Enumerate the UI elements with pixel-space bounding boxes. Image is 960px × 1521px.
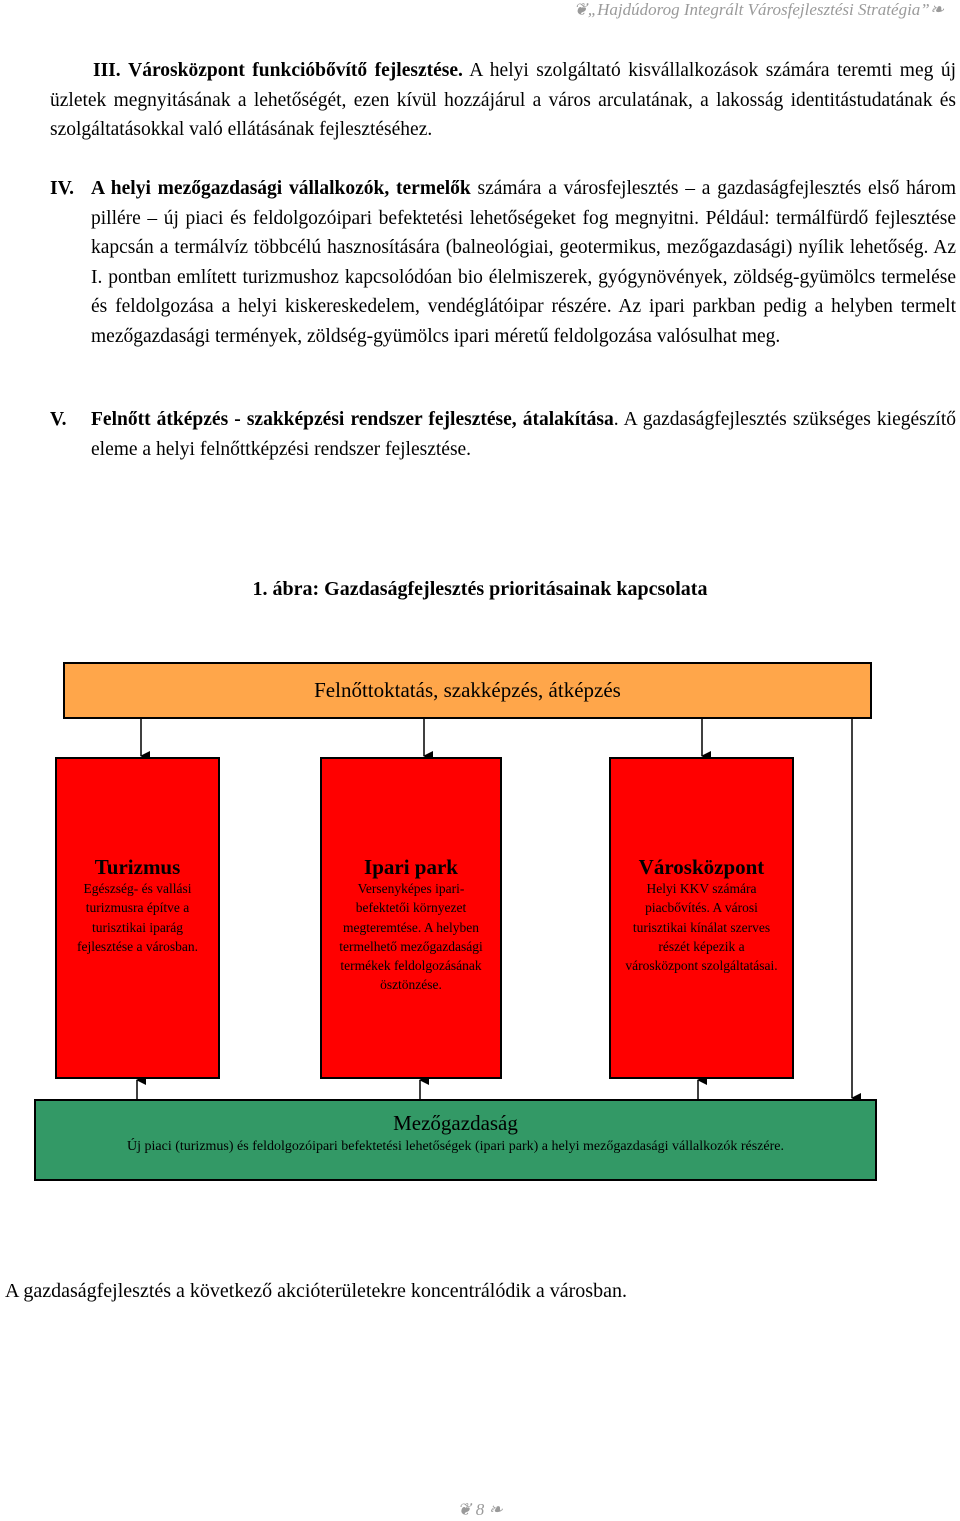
box-ipari-park [320,757,502,1079]
figure-title: 1. ábra: Gazdaságfejlesztés prioritásainak kapcsolata [252,578,708,600]
section-iv-title: A helyi mezőgazdasági vállalkozók, termelők [91,178,471,199]
section-v-text: . A gazdaságfejlesztés szükséges kiegészítő eleme a helyi felnőttképzési rendszer fejlesztése. [91,409,956,460]
box-turizmus-title: Turizmus [94,855,181,879]
box-ipari-park-text: Versenyképes ipari-befektetői környezet megteremtése. A helyben termelhető mezőgazdasági termékek feldolgozásának ösztönzése. [339,881,483,993]
section-iii-text: A helyi szolgáltató kisvállalkozások számára teremti meg új üzletek megnyitásának a lehetőségét, ezen kívül hozzájárul a város arculatának, a lakosság identitástudatának és szolgáltatásokkal való ellátásának fejlesztéséhez. [50,60,957,140]
box-mezogazdasag [34,1099,877,1181]
section-iii-num: III. [93,60,121,81]
section-iii-title: Városközpont funkcióbővítő fejlesztése. [128,60,463,81]
box-mezogazdasag-title: Mezőgazdaság [393,1111,518,1135]
box-varoskozpont-text: Helyi KKV számára piacbővítés. A városi turisztikai kínálat szerves részét képezik a városközpont szolgáltatásai. [625,881,778,974]
page-number: ❦ 8 ❧ [457,1500,503,1519]
box-varoskozpont [609,757,794,1079]
section-iv-num: IV. [50,178,75,199]
box-turizmus-text: Egészség- és vallási turizmusra építve a turisztikai iparág fejlesztése a városban. [76,881,199,954]
box-turizmus [55,757,220,1079]
box-ipari-park-title: Ipari park [364,855,458,879]
box-varoskozpont-title: Városközpont [638,855,765,879]
document-header: ❦„Hajdúdorog Integrált Városfejlesztési Stratégia”❧ [573,0,944,19]
box-adult-education: Felnőttoktatás, szakképzés, átképzés [63,662,872,719]
section-v-title: Felnőtt átképzés - szakképzési rendszer fejlesztése, átalakítása [91,409,614,430]
closing-sentence: A gazdaságfejlesztés a következő akcióterületekre koncentrálódik a városban. [5,1280,627,1302]
section-iv-text: számára a városfejlesztés – a gazdaságfejlesztés első három pillére – új piaci és feldolgozóipari befektetési lehetőségeket fog megnyitni. Például: termálfürdő fejlesztése kapcsán a termálvíz többcélú hasznosítására (balneológiai, geotermikus, mezőgazdasági) nyílik lehetőség. Az I. pontban említett turizmushoz kapcsolódóan bio élelmiszerek, gyógynövények, zöldség-gyümölcs termelése és feldolgozása a helyi kiskereskedelem, vendéglátóipar részére. Az ipari parkban pedig a helyben termelt mezőgazdasági termények, zöldség-gyümölcs ipari méretű feldolgozása valósulhat meg. [91,178,956,347]
box-mezogazdasag-text: Új piaci (turizmus) és feldolgozóipari befektetési lehetőségek (ipari park) a helyi mezőgazdasági vállalkozók részére. [127,1139,784,1154]
section-v-num: V. [50,409,67,430]
